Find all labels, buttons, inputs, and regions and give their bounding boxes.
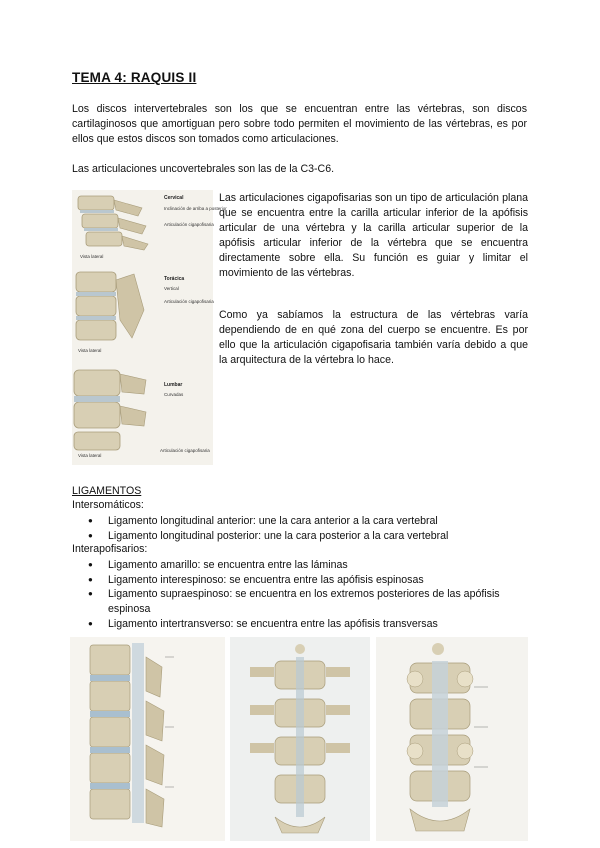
ligament-anatomy-svg: [70, 637, 528, 841]
lumbar-vertebrae-drawing: [74, 370, 146, 450]
page-title: TEMA 4: RAQUIS II: [72, 70, 197, 85]
list-item: ● Ligamento intertransverso: se encuentra entre las apófisis transversas: [88, 617, 518, 632]
ligament-anatomy-illustrations: [70, 637, 528, 841]
list-item: ● Ligamento supraespinoso: se encuentra en los extremos posteriores de las apófisis espinosa: [88, 587, 518, 616]
spine-illustration: [72, 190, 227, 465]
cervical-caption: Vista lateral: [80, 254, 104, 259]
ligament-panel-sagittal: [70, 637, 225, 841]
lumbar-label-1: Curvadas: [164, 392, 184, 397]
list-item: ● Ligamento longitudinal posterior: une la cara posterior a la cara vertebral: [88, 529, 508, 544]
spine-illustration-svg: [72, 190, 227, 465]
intersomaticos-list: [88, 514, 508, 543]
uncovertebral-paragraph: Las articulaciones uncovertebrales son las de la C3-C6.: [72, 163, 335, 175]
cervical-heading: Cervical: [164, 195, 184, 201]
cervical-label-2: Articulación cigapofisaria: [164, 222, 214, 227]
ligamentos-heading: LIGAMENTOS: [72, 485, 142, 497]
thoracic-caption: Vista lateral: [78, 348, 102, 353]
cervical-label-1: Inclinación de arriba a posterior: [164, 206, 227, 211]
intro-paragraph: Los discos intervertebrales son los que se encuentran entre las vértebras, son discos cartilaginosos que amortiguan pero sobre todo permiten el movimiento de las vértebras, es por ellos que estos discos son tomados como articulaciones.: [72, 103, 527, 145]
cervical-vertebrae-drawing: [78, 196, 148, 250]
interapofisarios-heading: Interapofisarios:: [72, 543, 148, 555]
interapofisarios-list: [88, 558, 518, 632]
thoracic-heading: Torácica: [164, 276, 185, 282]
thoracic-label-1: Vertical: [164, 286, 179, 291]
list-item: ● Ligamento interespinoso: se encuentra entre las apófisis espinosas: [88, 573, 518, 588]
structure-paragraph: Como ya sabíamos la estructura de las vértebras varía dependiendo de en qué zona del cuerpo se encuentre. Es por ello que la articulación cigapofisaria también varía debido a que la arquitectura de la vértebra lo hace.: [219, 309, 528, 366]
thoracic-label-2: Articulación cigapofisaria: [164, 299, 214, 304]
ligament-panel-posterior: [230, 637, 370, 841]
thoracic-vertebrae-drawing: [76, 272, 144, 340]
list-item: ● Ligamento longitudinal anterior: une la cara anterior a la cara vertebral: [88, 514, 508, 529]
ligament-panel-canal: [376, 637, 528, 841]
intersomaticos-heading: Intersomáticos:: [72, 499, 144, 511]
list-item: ● Ligamento amarillo: se encuentra entre las láminas: [88, 558, 518, 573]
lumbar-heading: Lumbar: [164, 382, 183, 388]
lumbar-caption: Vista lateral: [78, 453, 102, 458]
lumbar-bottom-label: Articulación cigapofisaria: [160, 448, 210, 453]
cigapofisarias-paragraph: Las articulaciones cigapofisarias son un tipo de articulación plana que se encuentra entre la carilla articular inferior de la apófisis articular de una vértebra y la carilla articular superior de la apófisis articular inferior de la vértebra que se encuentra directamente sobre ella. Su función es guiar y limitar el movimiento de las vértebras.: [219, 192, 528, 279]
